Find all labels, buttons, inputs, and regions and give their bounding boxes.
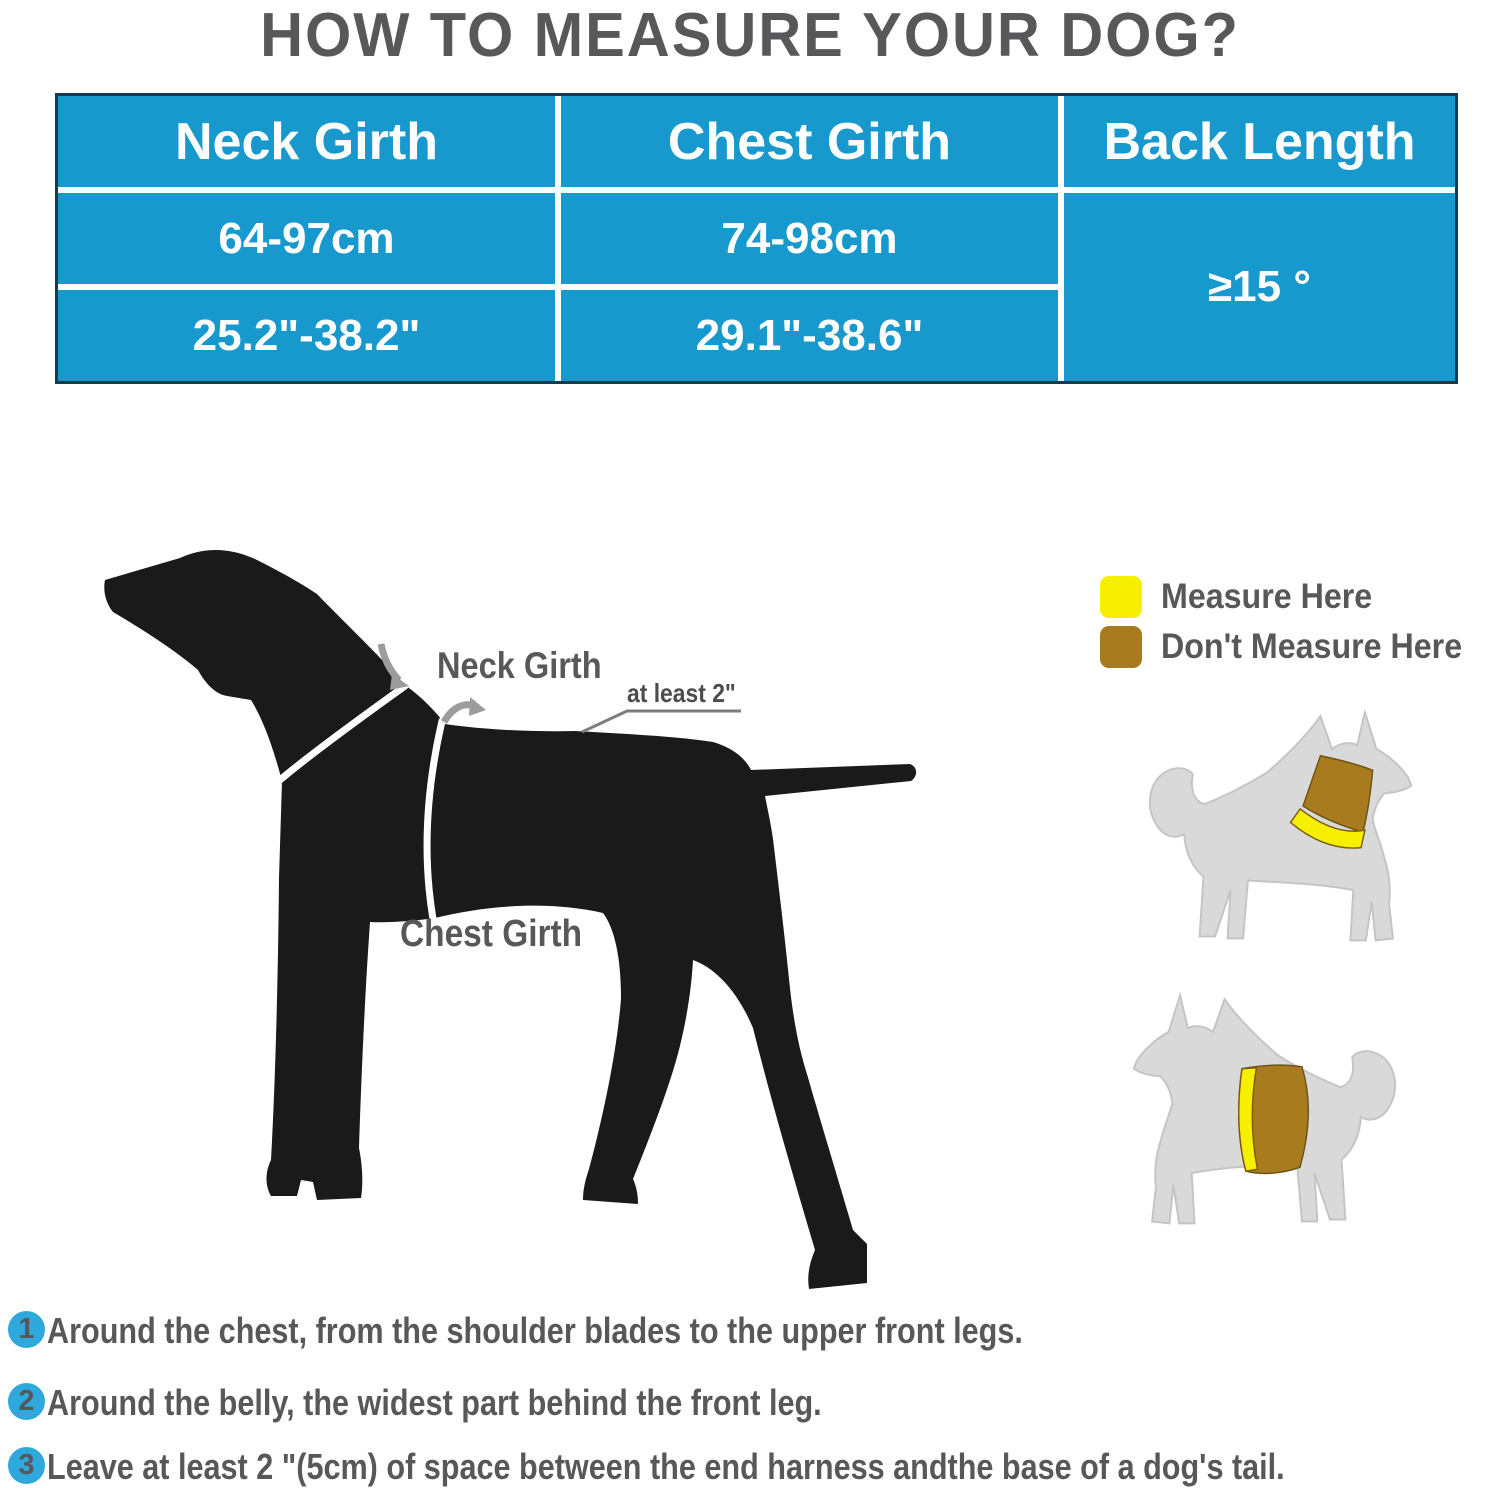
size-table [55,93,1458,384]
dog-belly-measure-example-icon [1125,983,1415,1255]
instruction-step-1 [8,1311,1195,1351]
page-title: HOW TO MEASURE YOUR DOG? [260,1,1240,70]
instruction-step-2 [8,1383,958,1423]
dont-measure-here-swatch-icon [1100,626,1142,668]
neck-girth-label: Neck Girth [437,645,602,686]
measure-here-label: Measure Here [1161,577,1373,616]
clearance-label: at least 2" [627,678,736,708]
step-2-text: Around the belly, the widest part behind the front leg. [47,1382,822,1423]
wrap-direction-arrow-icon [444,697,486,722]
dog-neck-measure-example-icon [1130,700,1420,972]
dont-measure-here-label: Don't Measure Here [1161,627,1463,666]
table-header-neck-girth: Neck Girth [58,96,555,187]
table-cell-neck-inches: 25.2"-38.2" [58,290,555,381]
dog-silhouette-main-icon [65,528,970,1293]
clearance-leader-line [582,711,741,732]
step-1-badge: 1 [8,1311,45,1348]
step-2-badge: 2 [8,1383,45,1420]
measure-here-swatch-icon [1100,576,1142,618]
table-cell-back-length-value: ≥15 ° [1064,193,1455,381]
chest-girth-label: Chest Girth [400,913,583,955]
step-3-badge: 3 [8,1447,45,1484]
table-header-chest-girth: Chest Girth [561,96,1058,187]
small-dog-body [1150,712,1411,940]
step-1-text: Around the chest, from the shoulder blades to the upper front legs. [47,1310,1023,1351]
legend-dont-measure-here [1100,626,1488,668]
table-cell-neck-cm: 64-97cm [58,193,555,284]
table-cell-chest-inches: 29.1"-38.6" [561,290,1058,381]
instruction-step-3 [8,1447,1500,1487]
table-cell-chest-cm: 74-98cm [561,193,1058,284]
table-header-back-length: Back Length [1064,96,1455,187]
step-3-text: Leave at least 2 "(5cm) of space between the end harness andthe base of a dog's tail. [47,1446,1285,1487]
legend-measure-here [1100,576,1391,618]
